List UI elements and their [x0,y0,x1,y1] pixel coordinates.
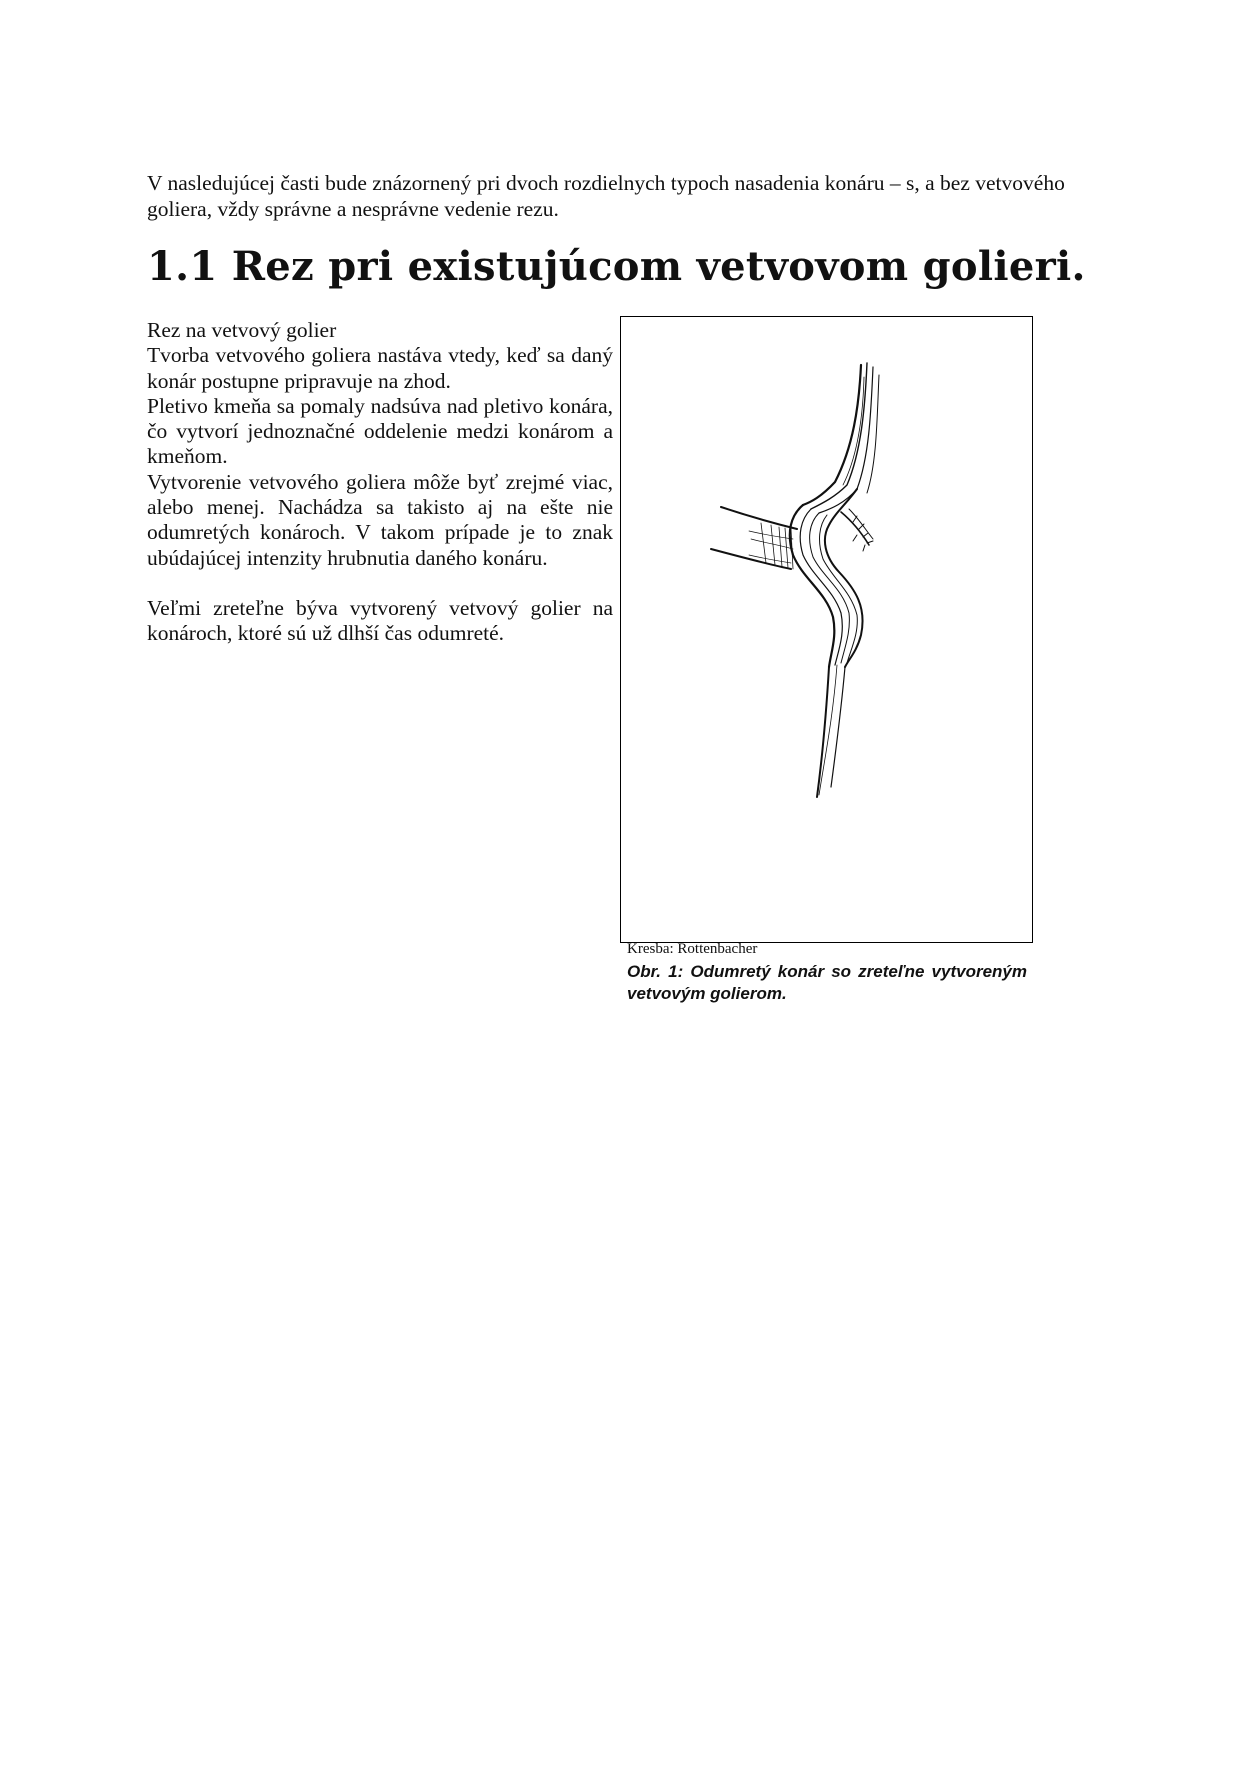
body-paragraph-1: Tvorba vetvového goliera nastáva vtedy, keď sa daný konár postupne pripravuje na zhod. [147,343,613,393]
figure-credit: Kresba: Rottenbacher [627,941,758,957]
figure-caption: Obr. 1: Odumretý konár so zreteľne vytvoreným vetvovým golierom. [627,962,1027,1003]
body-paragraph-2: Pletivo kmeňa sa pomaly nadsúva nad pletivo konára, čo vytvorí jednoznačné oddelenie medzi konárom a kmeňom. [147,393,613,469]
section-heading: 1.1 Rez pri existujúcom vetvovom golieri. [147,243,1086,290]
body-text [147,318,613,647]
body-paragraph-3: Vytvorenie vetvového goliera môže byť zrejmé viac, alebo menej. Nachádza sa takisto aj na ešte nie odumretých konároch. V takom prípade je to znak ubúdajúcej intenzity hrubnutia daného konáru. [147,469,613,570]
paragraph-spacer [147,571,613,596]
branch-collar-drawing [621,317,1032,942]
body-paragraph-4: Veľmi zreteľne býva vytvorený vetvový golier na konároch, ktoré sú už dlhší čas odumreté. [147,595,613,646]
body-subtitle: Rez na vetvový golier [147,318,337,342]
intro-paragraph: V nasledujúcej časti bude znázornený pri dvoch rozdielnych typoch nasadenia konáru – s, a bez vetvového goliera, vždy správne a nesprávne vedenie rezu. [147,171,1065,221]
figure-frame [620,316,1033,943]
